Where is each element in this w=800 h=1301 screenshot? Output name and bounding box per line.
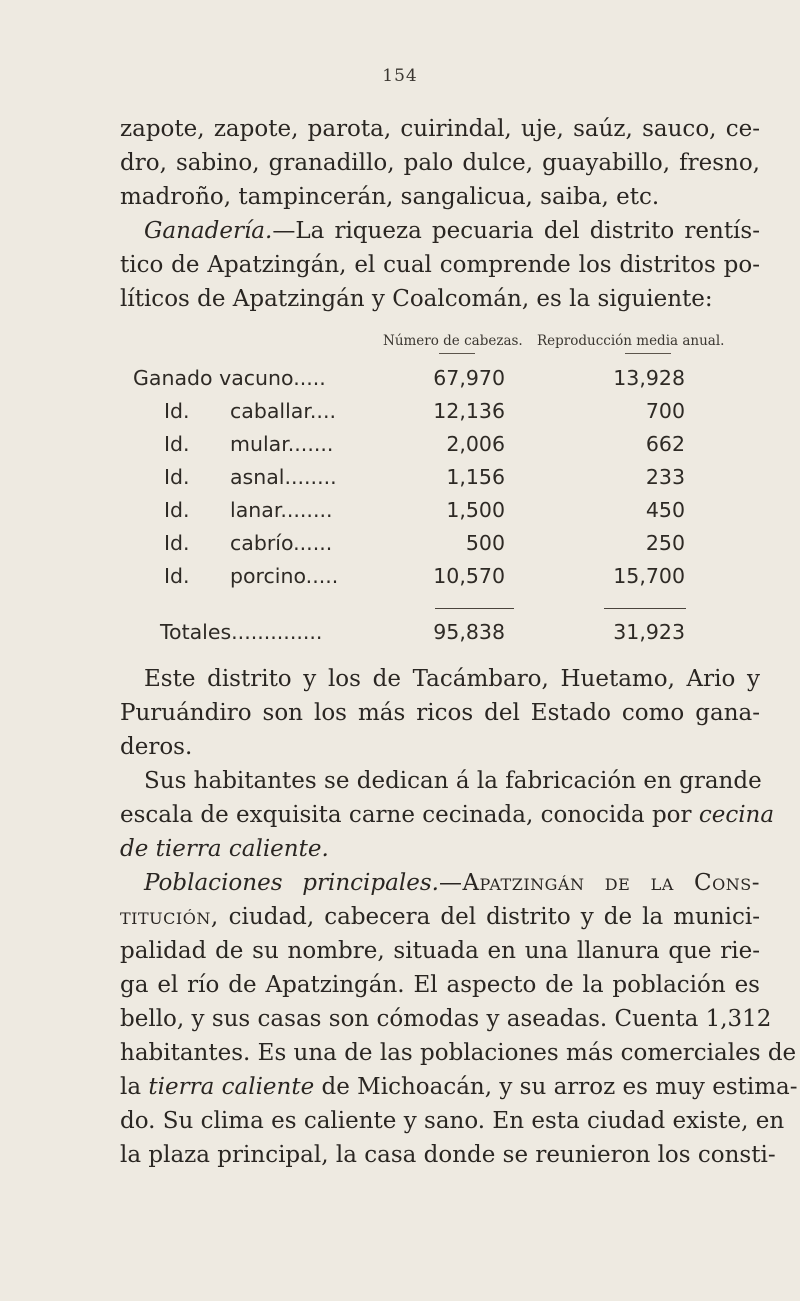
text-line: do. Su clima es caliente y sano. En esta ciudad existe, en (120, 1108, 785, 1134)
town-name: titución, (120, 904, 219, 930)
paragraph-tree-species (120, 112, 760, 214)
row-type: caballar.... (230, 399, 336, 423)
text-line (120, 798, 775, 832)
text-line (120, 900, 760, 934)
row-id: Id. (164, 432, 190, 456)
text-line (120, 214, 760, 248)
cell-reproduction: 13,928 (613, 366, 685, 390)
text-run: escala de exquisita carne cecinada, conocida por (120, 802, 699, 828)
cell-heads: 10,570 (433, 564, 505, 588)
row-type: asnal........ (230, 465, 337, 489)
column-header-reproduction: Reproducción media anual. (537, 333, 725, 349)
cell-reproduction: 450 (645, 498, 685, 522)
header-rule (625, 353, 671, 354)
town-name: —Apatzingán de la Cons- (438, 870, 760, 896)
text-line: Puruándiro son los más ricos del Estado como gana- (120, 700, 760, 726)
cell-reproduction: 700 (645, 399, 685, 423)
text-run: de Michoacán, y su arroz es muy estima- (314, 1074, 798, 1100)
total-heads: 95,838 (433, 620, 505, 644)
italic-term: de tierra caliente. (120, 836, 329, 862)
paragraph-distritos (120, 662, 760, 764)
page-number: 154 (382, 66, 418, 86)
text-run: —La riqueza pecuaria del distrito rentís- (272, 218, 760, 244)
text-line: la plaza principal, la casa donde se reunieron los consti- (120, 1142, 776, 1168)
text-line: Sus habitantes se dedican á la fabricación en grande (144, 768, 762, 794)
row-type: mular....... (230, 432, 334, 456)
row-id: Id. (164, 465, 190, 489)
paragraph-cecina (120, 764, 775, 866)
text-line: líticos de Apatzingán y Coalcomán, es la siguiente: (120, 286, 713, 312)
cell-heads: 12,136 (433, 399, 505, 423)
paragraph-ganaderia (120, 214, 760, 316)
text-line: Este distrito y los de Tacámbaro, Huetamo, Ario y (144, 666, 760, 692)
text-line (120, 866, 760, 900)
text-line: zapote, zapote, parota, cuirindal, uje, saúz, sauco, ce- (120, 116, 760, 142)
cell-heads: 1,500 (446, 498, 505, 522)
text-line: madroño, tampincerán, sangalicua, saiba, etc. (120, 184, 660, 210)
text-run: la (120, 1074, 149, 1100)
text-line: deros. (120, 734, 193, 760)
cell-heads: 1,156 (446, 465, 505, 489)
text-line: habitantes. Es una de las poblaciones más comerciales de (120, 1040, 797, 1066)
cell-heads: 67,970 (433, 366, 505, 390)
italic-term: tierra caliente (148, 1074, 315, 1100)
italic-term: cecina (698, 802, 775, 828)
row-type: porcino..... (230, 564, 339, 588)
section-heading-poblaciones: Poblaciones principales. (144, 870, 439, 896)
row-type: cabrío...... (230, 531, 333, 555)
section-heading-ganaderia: Ganadería. (144, 218, 273, 244)
row-id: Id. (164, 498, 190, 522)
row-id: Id. (164, 564, 190, 588)
column-header-heads: Número de cabezas. (383, 333, 523, 349)
total-reproduction: 31,923 (613, 620, 685, 644)
sum-rule (604, 608, 686, 609)
header-rule (439, 353, 475, 354)
totals-label: Totales.............. (160, 620, 323, 644)
text-line: tico de Apatzingán, el cual comprende los distritos po- (120, 252, 760, 278)
sum-rule (435, 608, 514, 609)
text-line (120, 1070, 798, 1104)
cell-reproduction: 662 (645, 432, 685, 456)
row-id: Id. (164, 531, 190, 555)
cell-reproduction: 15,700 (613, 564, 685, 588)
text-line: dro, sabino, granadillo, palo dulce, guayabillo, fresno, (120, 150, 760, 176)
text-line: bello, y sus casas son cómodas y aseadas. Cuenta 1,312 (120, 1006, 772, 1032)
row-type: lanar........ (230, 498, 333, 522)
row-id: Id. (164, 399, 190, 423)
paragraph-poblaciones (120, 866, 798, 1172)
cell-reproduction: 250 (645, 531, 685, 555)
cell-heads: 2,006 (446, 432, 505, 456)
text-line: palidad de su nombre, situada en una llanura que rie- (120, 938, 760, 964)
row-label: Ganado vacuno..... (133, 366, 326, 390)
cell-reproduction: 233 (645, 465, 685, 489)
text-line: ga el río de Apatzingán. El aspecto de la población es (120, 972, 760, 998)
cell-heads: 500 (465, 531, 505, 555)
text-run: ciudad, cabecera del distrito y de la munici- (218, 904, 760, 930)
